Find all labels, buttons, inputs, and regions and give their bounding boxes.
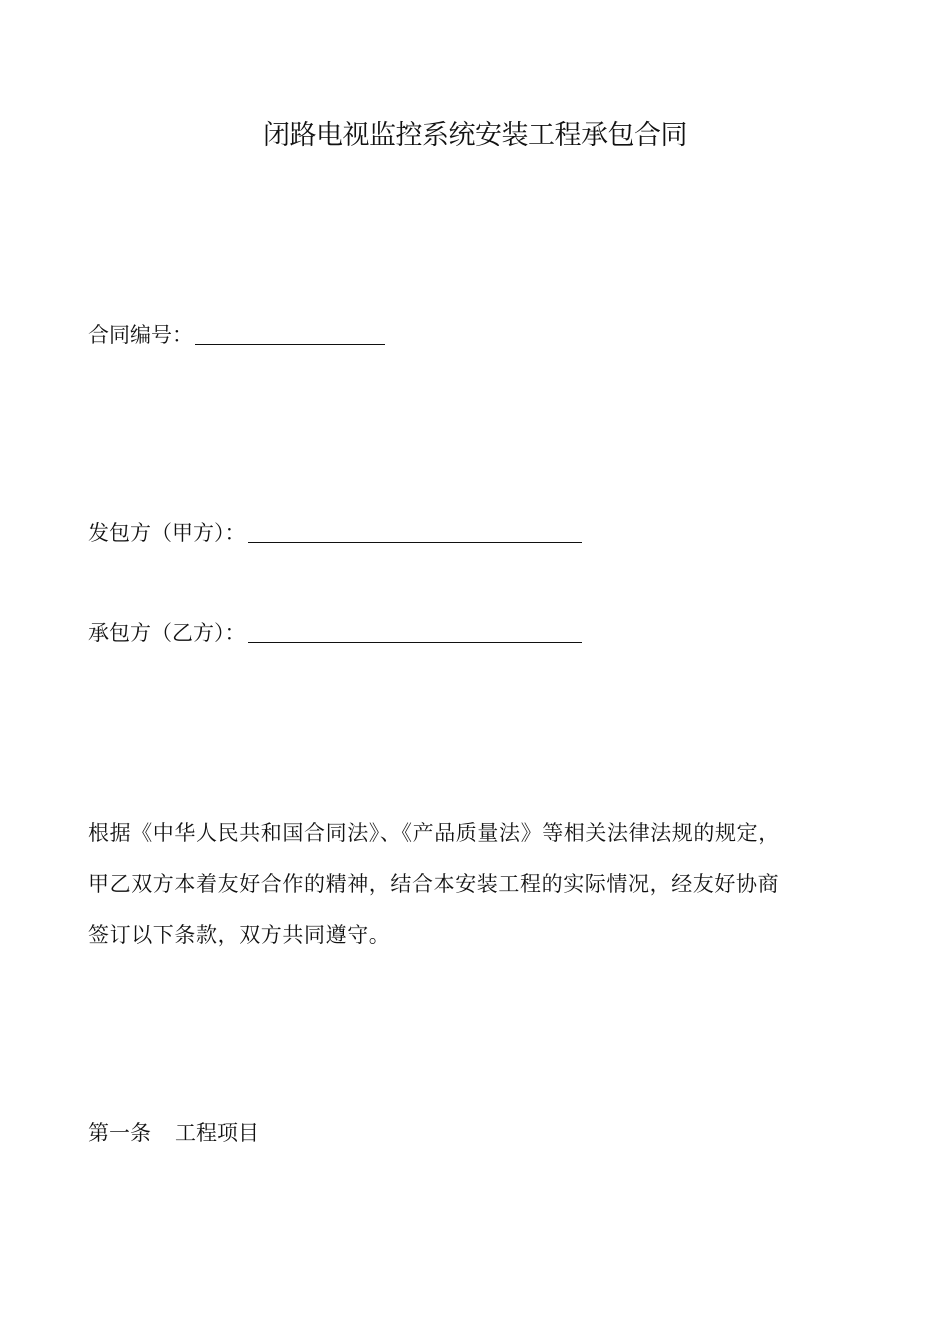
- contract-number-field: [88, 320, 385, 350]
- party-a-label: 发包方（甲方）：: [88, 521, 246, 545]
- party-b-field: [88, 618, 582, 648]
- preamble-line: 甲乙双方本着友好合作的精神，结合本安装工程的实际情况，经友好协商: [88, 872, 780, 896]
- party-a-blank: [248, 520, 582, 543]
- article-number: 第一条: [88, 1121, 151, 1145]
- party-b-blank: [248, 620, 582, 643]
- contract-number-blank: [195, 322, 385, 345]
- article-1-heading: [88, 1118, 259, 1148]
- contract-number-label: 合同编号：: [88, 323, 193, 347]
- party-b-label: 承包方（乙方）：: [88, 621, 246, 645]
- party-a-field: [88, 518, 582, 548]
- document-title: 闭路电视监控系统安装工程承包合同: [263, 120, 687, 151]
- preamble-line: 根据《中华人民共和国合同法》、《产品质量法》等相关法律法规的规定，: [88, 821, 780, 845]
- preamble-line: 签订以下条款，双方共同遵守。: [88, 923, 391, 947]
- article-heading-text: 工程项目: [175, 1121, 259, 1145]
